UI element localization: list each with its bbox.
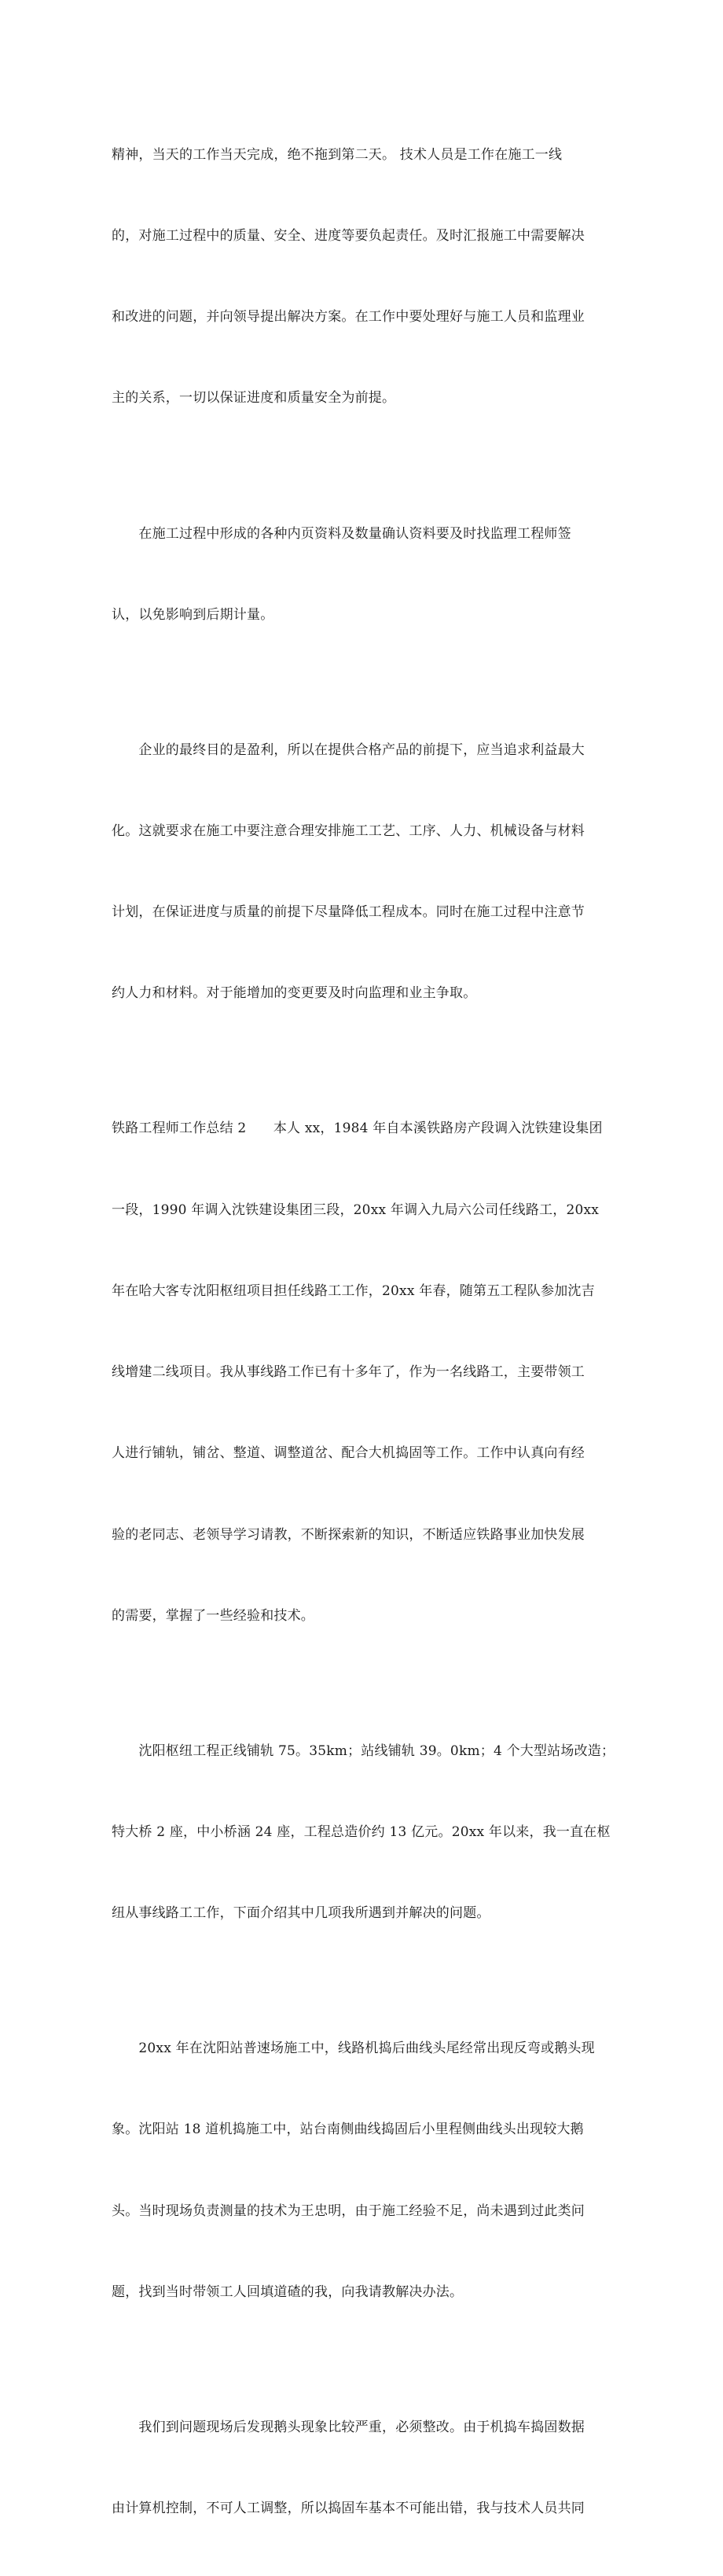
text-line: 企业的最终目的是盈利，所以在提供合格产品的前提下，应当追求利益最大 <box>112 742 585 758</box>
text-line: 特大桥 2 座，中小桥涵 24 座，工程总造价约 13 亿元。20xx 年以来，我一直在枢 <box>112 1824 611 1840</box>
text-line: 化。这就要求在施工中要注意合理安排施工工艺、工序、人力、机械设备与材料 <box>112 822 585 839</box>
text-line: 和改进的问题，并向领导提出解决方案。在工作中要处理好与施工人员和监理业 <box>112 309 585 326</box>
text-line: 的需要，掌握了一些经验和技术。 <box>112 1607 314 1624</box>
text-line: 在施工过程中形成的各种内页资料及数量确认资料要及时找监理工程师签 <box>112 525 571 542</box>
text-line: 头。当时现场负责测量的技术为王忠明，由于施工经验不足，尚未遇到过此类问 <box>112 2202 585 2219</box>
paragraph-1 <box>112 87 615 466</box>
text-line: 计划，在保证进度与质量的前提下尽量降低工程成本。同时在施工过程中注意节 <box>112 904 585 921</box>
paragraph-5 <box>112 1684 615 1981</box>
text-line: 人进行铺轨，铺岔、整道、调整道岔、配合大机捣固等工作。工作中认真向有经 <box>112 1445 585 1462</box>
text-line: 铁路工程师工作总结 2 本人 xx，1984 年自本溪铁路房产段调入沈铁建设集团 <box>112 1121 603 1137</box>
paragraph-3 <box>112 683 615 1062</box>
text-line: 年在哈大客专沈阳枢纽项目担任线路工工作，20xx 年春，随第五工程队参加沈吉 <box>112 1282 595 1299</box>
text-line: 纽从事线路工工作，下面介绍其中几项我所遇到并解决的问题。 <box>112 1905 490 1922</box>
paragraph-2 <box>112 466 615 683</box>
text-line: 由计算机控制，不可人工调整，所以捣固车基本不可能出错，我与技术人员共同 <box>112 2501 585 2517</box>
paragraph-7 <box>112 2360 615 2576</box>
text-line: 20xx 年在沈阳站普速场施工中，线路机捣后曲线头尾经常出现反弯或鹅头现 <box>112 2041 595 2057</box>
text-line: 一段，1990 年调入沈铁建设集团三段，20xx 年调入九局六公司任线路工，20xx <box>112 1202 600 1218</box>
text-line: 我们到问题现场后发现鹅头现象比较严重，必须整改。由于机捣车捣固数据 <box>112 2419 585 2435</box>
text-line: 题，找到当时带领工人回填道碴的我，向我请教解决办法。 <box>112 2283 464 2300</box>
paragraph-4-section-heading <box>112 1062 615 1684</box>
text-line: 约人力和材料。对于能增加的变更要及时向监理和业主争取。 <box>112 985 477 1002</box>
text-line: 主的关系，一切以保证进度和质量安全为前提。 <box>112 390 396 407</box>
text-line: 认，以免影响到后期计量。 <box>112 606 274 623</box>
text-line: 的，对施工过程中的质量、安全、进度等要负起责任。及时汇报施工中需要解决 <box>112 228 585 245</box>
text-line: 线增建二线项目。我从事线路工作已有十多年了，作为一名线路工，主要带领工 <box>112 1364 585 1381</box>
paragraph-6 <box>112 1981 615 2360</box>
document-body <box>112 87 615 2576</box>
text-line: 验的老同志、老领导学习请教，不断探索新的知识，不断适应铁路事业加快发展 <box>112 1526 585 1543</box>
text-line: 精神，当天的工作当天完成，绝不拖到第二天。 技术人员是工作在施工一线 <box>112 146 563 163</box>
text-line: 象。沈阳站 18 道机捣施工中，站台南侧曲线捣固后小里程侧曲线头出现较大鹅 <box>112 2122 584 2138</box>
text-line: 沈阳枢纽工程正线铺轨 75。35km；站线铺轨 39。0km；4 个大型站场改造； <box>112 1742 615 1759</box>
